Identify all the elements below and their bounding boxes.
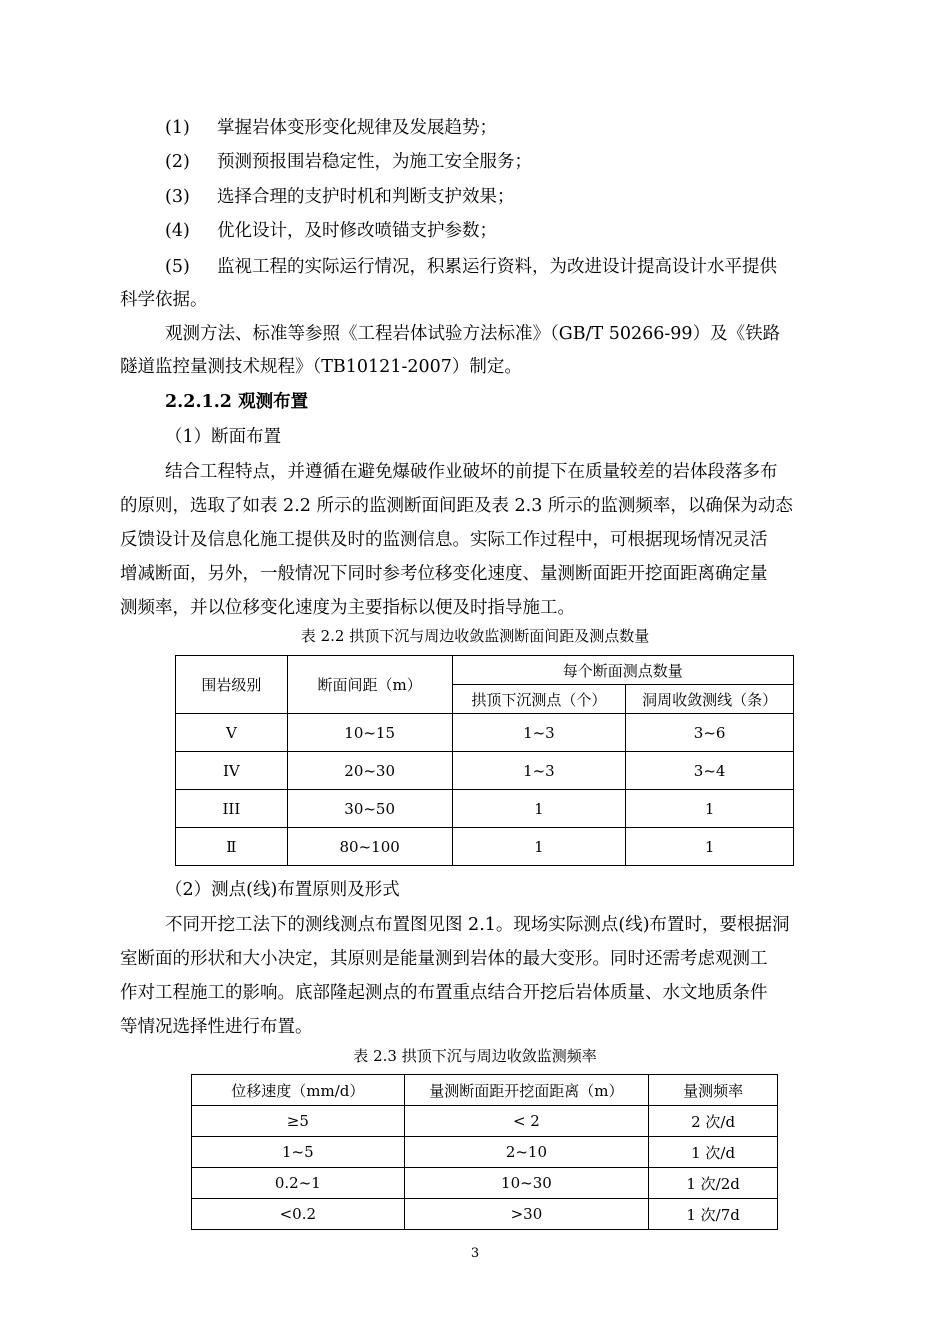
paragraph-line: 测频率，并以位移变化速度为主要指标以便及时指导施工。 <box>120 598 575 618</box>
list-text: 选择合理的支护时机和判断支护效果； <box>217 187 515 207</box>
table-cell: III <box>176 790 288 828</box>
list-item-continuation: 科学依据。 <box>120 290 208 310</box>
header-cell: 量测断面距开挖面距离（m） <box>404 1075 649 1106</box>
table-cell: ≥5 <box>192 1106 405 1137</box>
table-cell: 10~30 <box>404 1168 649 1199</box>
table-cell: 3~4 <box>626 752 794 790</box>
paragraph-line: 室断面的形状和大小决定，其原则是能量测到岩体的最大变形。同时还需考虑观测工 <box>120 949 768 969</box>
list-text: 掌握岩体变形变化规律及发展趋势； <box>217 118 497 138</box>
table-cell: < 2 <box>404 1106 649 1137</box>
list-item <box>120 185 840 209</box>
table-cell: Ⅱ <box>176 828 288 866</box>
header-cell: 拱顶下沉测点（个） <box>452 685 626 714</box>
list-item <box>120 219 840 243</box>
list-number: (2) <box>165 152 190 172</box>
paragraph-line: 不同开挖工法下的测线测点布置图见图 2.1。现场实际测点(线)布置时，要根据洞 <box>165 915 790 935</box>
table-row <box>176 828 794 866</box>
header-cell: 围岩级别 <box>176 656 288 714</box>
header-cell: 量测频率 <box>649 1075 778 1106</box>
table-cell: 1 <box>452 828 626 866</box>
table-cell: IV <box>176 752 288 790</box>
paragraph-line: 作对工程施工的影响。底部隆起测点的布置重点结合开挖后岩体质量、水文地质条件 <box>120 983 768 1003</box>
paragraph-line: 增减断面，另外，一般情况下同时参考位移变化速度、量测断面距开挖面距离确定量 <box>120 564 768 584</box>
table-cell: 30~50 <box>287 790 452 828</box>
table-cell: 1 <box>452 790 626 828</box>
table-row <box>176 714 794 752</box>
table-cell: 80~100 <box>287 828 452 866</box>
table-row <box>192 1106 778 1137</box>
table-cell: 1~3 <box>452 752 626 790</box>
list-number: (5) <box>165 257 190 277</box>
section-heading: 2.2.1.2 观测布置 <box>165 392 309 412</box>
table-cell: 1~3 <box>452 714 626 752</box>
page-number: 3 <box>470 1246 480 1261</box>
paragraph-line: 等情况选择性进行布置。 <box>120 1017 313 1037</box>
frequency-table <box>191 1074 778 1230</box>
spacing-table <box>175 655 794 866</box>
list-item <box>120 116 840 140</box>
table-row <box>176 752 794 790</box>
table-cell: 2~10 <box>404 1137 649 1168</box>
list-item <box>120 255 840 279</box>
table-row <box>192 1137 778 1168</box>
table-caption: 表 2.3 拱顶下沉与周边收敛监测频率 <box>353 1047 597 1065</box>
header-cell: 洞周收敛测线（条） <box>626 685 794 714</box>
table-cell: <0.2 <box>192 1199 405 1230</box>
list-text: 预测预报围岩稳定性，为施工安全服务； <box>217 152 532 172</box>
method-paragraph-line: 隧道监控量测技术规程》（TB10121-2007）制定。 <box>120 357 522 377</box>
list-number: (1) <box>165 118 190 138</box>
list-item <box>120 150 840 174</box>
subsection-heading: （2）测点(线)布置原则及形式 <box>165 880 400 900</box>
table-header-row <box>192 1075 778 1106</box>
paragraph-line: 的原则，选取了如表 2.2 所示的监测断面间距及表 2.3 所示的监测频率，以确保为动态 <box>120 496 793 516</box>
header-cell: 断面间距（m） <box>287 656 452 714</box>
table-cell: V <box>176 714 288 752</box>
list-number: (4) <box>165 221 190 241</box>
header-cell: 每个断面测点数量 <box>452 656 793 685</box>
list-text: 优化设计，及时修改喷锚支护参数； <box>217 221 497 241</box>
paragraph-line: 反馈设计及信息化施工提供及时的监测信息。实际工作过程中，可根据现场情况灵活 <box>120 530 768 550</box>
table-cell: 10~15 <box>287 714 452 752</box>
table-row <box>192 1168 778 1199</box>
table-cell: 3~6 <box>626 714 794 752</box>
table-row <box>192 1199 778 1230</box>
table-cell: 1 次/d <box>649 1137 778 1168</box>
subsection-heading: （1）断面布置 <box>165 427 282 447</box>
table-cell: 1 次/2d <box>649 1168 778 1199</box>
table-cell: >30 <box>404 1199 649 1230</box>
table-cell: 1 <box>626 828 794 866</box>
table-cell: 2 次/d <box>649 1106 778 1137</box>
table-cell: 20~30 <box>287 752 452 790</box>
table-caption: 表 2.2 拱顶下沉与周边收敛监测断面间距及测点数量 <box>300 627 650 645</box>
table-cell: 0.2~1 <box>192 1168 405 1199</box>
paragraph-line: 结合工程特点，并遵循在避免爆破作业破坏的前提下在质量较差的岩体段落多布 <box>165 462 778 482</box>
list-text: 监视工程的实际运行情况，积累运行资料，为改进设计提高设计水平提供 <box>217 257 777 277</box>
table-cell: 1~5 <box>192 1137 405 1168</box>
table-cell: 1 次/7d <box>649 1199 778 1230</box>
table-cell: 1 <box>626 790 794 828</box>
table-row <box>176 790 794 828</box>
list-number: (3) <box>165 187 190 207</box>
method-paragraph-line: 观测方法、标准等参照《工程岩体试验方法标准》（GB/T 50266-99）及《铁路 <box>165 324 781 344</box>
header-cell: 位移速度（mm/d） <box>192 1075 405 1106</box>
